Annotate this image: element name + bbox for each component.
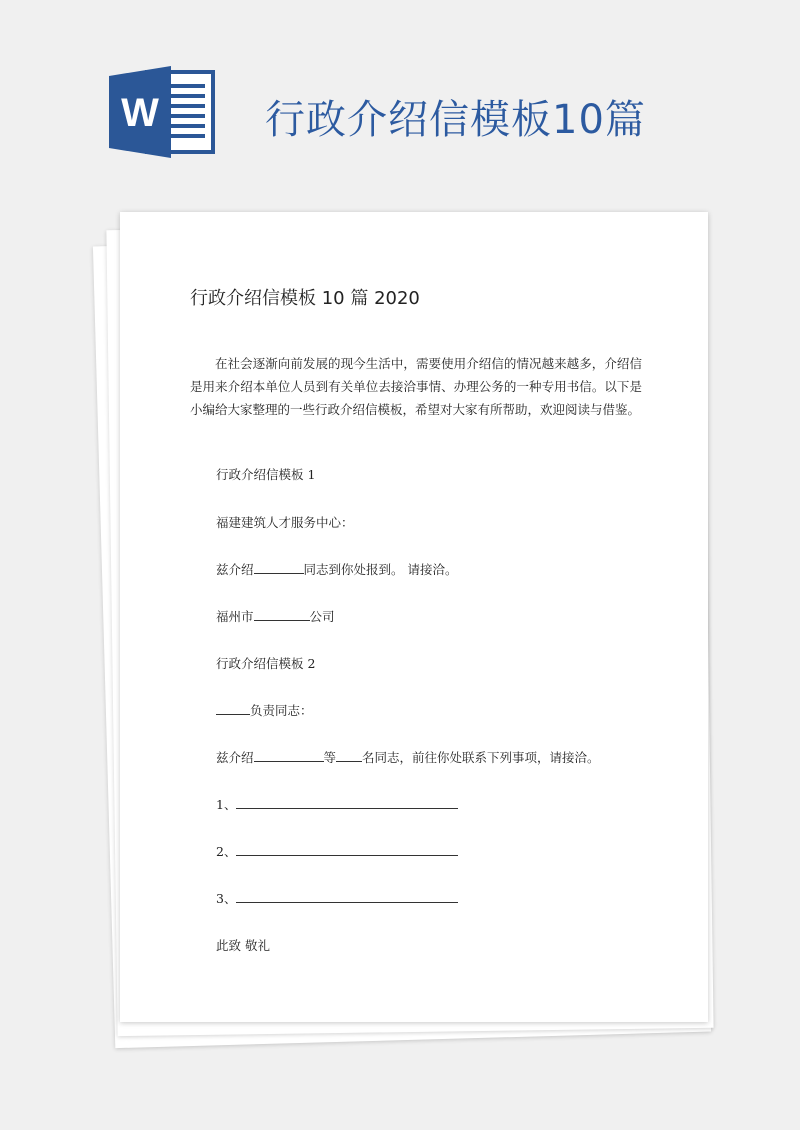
signoff1-suffix: 公司 [309, 609, 335, 624]
intro2-middle: 等 [323, 750, 337, 765]
document-title: 行政介绍信模板 10 篇 2020 [190, 288, 420, 309]
recipient2-suffix: 负责同志： [250, 703, 313, 718]
item-number-1: 1、 [216, 797, 237, 812]
blank-item-3[interactable] [236, 889, 458, 903]
blank-unit-field[interactable] [216, 701, 250, 715]
intro2-prefix: 兹介绍 [216, 750, 254, 765]
word-logo-letter: W [121, 91, 159, 135]
recipient2-line [216, 701, 313, 719]
item-line-1 [216, 795, 458, 813]
blank-item-2[interactable] [236, 842, 458, 856]
introduction2-line [216, 748, 600, 766]
item-number-2: 2、 [216, 844, 237, 859]
template2-heading: 行政介绍信模板 2 [216, 656, 316, 671]
blank-count-field[interactable] [336, 748, 362, 762]
document-page [120, 212, 708, 1022]
template1-heading: 行政介绍信模板 1 [216, 467, 316, 482]
intro1-suffix: 同志到你处报到。 请接洽。 [303, 562, 458, 577]
item-line-3 [216, 889, 458, 907]
blank-company-field[interactable] [254, 607, 310, 621]
closing-line: 此致 敬礼 [216, 938, 270, 953]
word-document-icon [109, 66, 217, 158]
intro1-prefix: 兹介绍 [216, 562, 254, 577]
blank-name-field[interactable] [254, 560, 304, 574]
item-line-2 [216, 842, 458, 860]
banner-title: 行政介绍信模板10篇 [265, 97, 646, 143]
intro-paragraph: 在社会逐渐向前发展的现今生活中，需要使用介绍信的情况越来越多，介绍信是用来介绍本单位人员到有关单位去接洽事情、办理公务的一种专用书信。以下是小编给大家整理的一些行政介绍信模板，希望对大家有所帮助，欢迎阅读与借鉴。 [190, 356, 642, 417]
introduction1-line [216, 560, 458, 578]
blank-item-1[interactable] [236, 795, 458, 809]
item-number-3: 3、 [216, 891, 237, 906]
recipient1-line: 福建建筑人才服务中心： [216, 515, 354, 530]
intro2-suffix: 名同志，前往你处联系下列事项，请接洽。 [362, 750, 600, 765]
signoff1-line [216, 607, 335, 625]
signoff1-prefix: 福州市 [216, 609, 254, 624]
blank-person-field[interactable] [254, 748, 324, 762]
banner [0, 0, 800, 200]
